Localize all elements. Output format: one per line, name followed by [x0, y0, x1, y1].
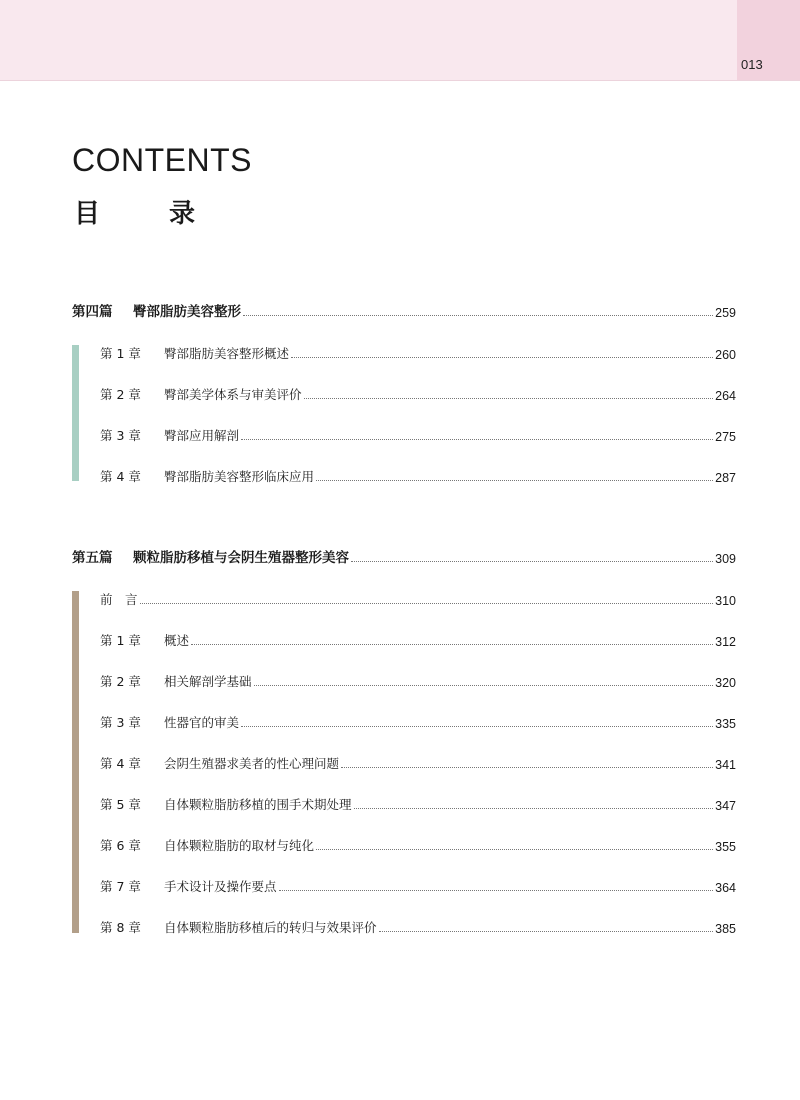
chapter-page: 287 — [715, 471, 736, 485]
chapter-number: 第 1 章 — [100, 346, 141, 361]
leader-dots — [241, 438, 713, 440]
chapter-title: 臀部脂肪美容整形概述 — [164, 346, 290, 361]
leader-dots — [304, 397, 714, 399]
chapter-title: 概述 — [164, 633, 190, 648]
toc-chapter-row[interactable] — [72, 875, 736, 895]
chapter-page: 347 — [715, 799, 736, 813]
chapter-number: 第 1 章 — [100, 633, 141, 648]
chapter-title: 会阴生殖器求美者的性心理问题 — [164, 756, 340, 771]
contents-heading: CONTENTS — [72, 142, 252, 178]
chapter-number: 第 4 章 — [100, 756, 141, 771]
chapter-page: 335 — [715, 717, 736, 731]
leader-dots — [341, 766, 713, 768]
part-page: 259 — [715, 306, 736, 320]
chapter-title: 自体颗粒脂肪移植的围手术期处理 — [164, 797, 352, 812]
chapter-page: 260 — [715, 348, 736, 362]
chapter-page: 310 — [715, 594, 736, 608]
chapter-page: 341 — [715, 758, 736, 772]
toc-chapter-row[interactable] — [72, 670, 736, 690]
leader-dots — [243, 314, 713, 316]
chapter-title: 性器官的审美 — [164, 715, 240, 730]
leader-dots — [279, 889, 714, 891]
section-bar — [72, 345, 79, 481]
chapter-number: 第 3 章 — [100, 428, 141, 443]
chapter-number: 第 2 章 — [100, 674, 141, 689]
chapter-page: 275 — [715, 430, 736, 444]
part-title: 臀部脂肪美容整形 — [133, 304, 241, 320]
toc-chapter-row[interactable] — [72, 465, 736, 485]
toc-chapter-row[interactable] — [72, 424, 736, 444]
part-page: 309 — [715, 552, 736, 566]
chapter-title: 相关解剖学基础 — [164, 674, 252, 689]
leader-dots — [316, 479, 713, 481]
chapter-page: 264 — [715, 389, 736, 403]
chapter-number: 第 4 章 — [100, 469, 141, 484]
toc-chapter-row[interactable] — [72, 752, 736, 772]
leader-dots — [354, 807, 714, 809]
leader-dots — [254, 684, 714, 686]
part-title: 颗粒脂肪移植与会阴生殖器整形美容 — [133, 550, 349, 566]
chapter-number: 第 7 章 — [100, 879, 141, 894]
chapter-page: 320 — [715, 676, 736, 690]
chapter-number: 第 5 章 — [100, 797, 141, 812]
toc-part-row[interactable] — [72, 300, 736, 320]
toc-chapter-row[interactable] — [72, 383, 736, 403]
leader-dots — [291, 356, 713, 358]
chapter-title: 手术设计及操作要点 — [164, 879, 277, 894]
chapter-number: 第 2 章 — [100, 387, 141, 402]
toc-part-row[interactable] — [72, 546, 736, 566]
leader-dots — [241, 725, 713, 727]
chapter-number: 第 8 章 — [100, 920, 141, 935]
chapter-title: 臀部脂肪美容整形临床应用 — [164, 469, 315, 484]
toc-chapter-row[interactable] — [72, 793, 736, 813]
toc-chapter-row[interactable] — [72, 588, 736, 608]
chapter-page: 385 — [715, 922, 736, 936]
chapter-page: 355 — [715, 840, 736, 854]
chapter-page: 364 — [715, 881, 736, 895]
chapter-page: 312 — [715, 635, 736, 649]
part-number: 第五篇 — [72, 550, 113, 566]
leader-dots — [191, 643, 713, 645]
preface-label: 前 言 — [100, 592, 138, 607]
toc-chapter-row[interactable] — [72, 629, 736, 649]
chapter-title: 自体颗粒脂肪的取材与纯化 — [164, 838, 315, 853]
mulu-heading: 目 录 — [74, 199, 226, 229]
leader-dots — [379, 930, 714, 932]
leader-dots — [140, 602, 714, 604]
chapter-title: 臀部应用解剖 — [164, 428, 240, 443]
toc-chapter-row[interactable] — [72, 711, 736, 731]
leader-dots — [351, 560, 713, 562]
chapter-title: 臀部美学体系与审美评价 — [164, 387, 302, 402]
chapter-number: 第 6 章 — [100, 838, 141, 853]
toc-chapter-row[interactable] — [72, 342, 736, 362]
toc-chapter-row[interactable] — [72, 916, 736, 936]
header-band — [0, 0, 800, 81]
chapter-title: 自体颗粒脂肪移植后的转归与效果评价 — [164, 920, 377, 935]
leader-dots — [316, 848, 713, 850]
toc-chapter-row[interactable] — [72, 834, 736, 854]
page-number: 013 — [741, 57, 763, 72]
part-number: 第四篇 — [72, 304, 113, 320]
chapter-number: 第 3 章 — [100, 715, 141, 730]
